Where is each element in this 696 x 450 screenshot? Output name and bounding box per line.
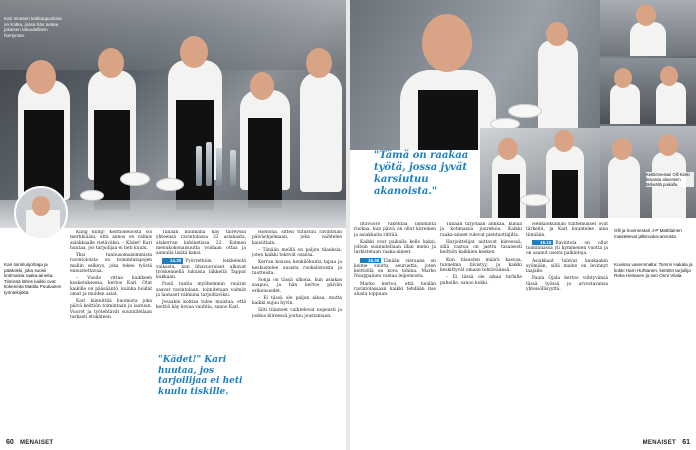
caption-top-left: Kari Innasen kotikaupunkina on Kotka, jossa hän tuntee jokaisen taloudellisen hiertymän.: [4, 16, 62, 38]
paragraph: Kling kling! Keittiökellosta soi merkkiääni, että annos on valmis asiakkaalle vietäväksi. – Kädet! Kari huutaa, jos tarjoilijaa ei heti kuulu.: [70, 230, 152, 251]
article-column-3: [252, 230, 342, 426]
paragraph: Iltavuoro rakentaa lämmintä ruokaa, kun päivä on ollut kiireinen ja asiakkaita riittää.: [354, 222, 436, 238]
paragraph: Jossakin kohtaa tulee muistaa, että keittiö käy kovaa vauhtia, sanoo Kari.: [156, 300, 246, 311]
paragraph: Tänään kuumalla käy taireyssa yhteensä ravintolassa 22 asiakasta, alakerran kabinetissa 22. Kolmen menukokonaisuutta voidaan ottaa ja aamulla lisätä kaksi.: [156, 230, 246, 256]
paragraph: [526, 240, 608, 257]
paragraph: Tänään tarjotaan ankkaa, kuhaa ja kotimaisia juureksia. Kaikki raaka-aineet tulevat pientuottajilta.: [440, 222, 522, 238]
time-subhead: 16.15: [532, 240, 553, 245]
paragraph: Asiakkaat tulevat kaukaakin syömään, sillä maine on levinnyt laajalle.: [526, 258, 608, 274]
kitchen-photo-middle: [480, 128, 600, 218]
paragraph: Harjoittelijat auttavat kiireessä, sillä vastuu on jaettu tasaisesti keittiön kaikkien kesken.: [440, 239, 522, 256]
paragraph: Henkilökunnan tuntemukset ovat tärkeitä, ja Kari kuuntelee aina tiimiään.: [526, 222, 608, 238]
paragraph-text: Tänään vieraana on kolme suurta seuruetta, joten keittiöllä on kova tohina. Marko Nuoppainen vastaa leipomosta.: [354, 258, 436, 280]
paragraph: [156, 258, 246, 280]
caption-bottom-left: Kari toimitusjohtaja ja pääkokki, joka suosii kotimaisia raaka-aineita. Tiimissä lähes kaikki ovat kokeneita Mattila Poutiainen työntekijöitä.: [4, 262, 62, 295]
paragraph: Yksi tunnusomaisimmista ravintoloista on toimintatapojen mallin selkeys, joka tekee työstä ennustettavaa.: [70, 253, 152, 274]
right-page: [350, 0, 696, 450]
paragraph-text: Pyörrethöin leikkeleitä valkasta, kun lihavuoraiset alkavat työskennellä lukuisia liikkeitä Tapput kukkaan.: [156, 259, 246, 280]
paragraph: Kerran kuussa henkilökunta tapaa ja keskustelee uusista ruokalistoista ja tuotteista.: [252, 260, 342, 276]
paragraph: – Vuodo vittaa kaikkeen kosketuksessa, kertoo Kari. Otat kaikille on pääsääntö, kuinka hoidat omat ja muiden asiat.: [70, 276, 152, 297]
article-column-1: [70, 230, 152, 426]
page-number: 60: [6, 439, 14, 446]
paragraph: Sonja on tässä ulkona, kun asiakas saapuu, ja hän kertoo päivän erikoisuudet.: [252, 278, 342, 294]
paragraph: – Ei tässä ole paljon aikaa, mutta kaikki sujuu hyvin.: [252, 295, 342, 306]
caption-right-mid: Olli ja hovimestari J-P Mattilainen maistelevat jälkiruoka-annosta.: [614, 228, 682, 239]
page-number: 61: [682, 439, 690, 446]
paragraph: Hienona, sitten tutustuu ravintolan päiväohjelmaan, joka vaihtelee kausittain.: [252, 230, 342, 246]
article-column-2: [440, 222, 522, 426]
magazine-logo: MENAISET: [20, 440, 54, 446]
paragraph: – Tänään meillä on paljon tilauksia, joten kaikki tekevät osansa.: [252, 247, 342, 258]
paragraph: Kun tilausten määrä kasvaa, tunnelma tiivistyy, ja kaikki keskittyvät omaan tehtäväänsä.: [440, 257, 522, 273]
paragraph: Kaikki ovat paikalla kello kaksi, jolloin suunnitellaan illan menu ja tarkistetaan raaka-aineet.: [354, 239, 436, 256]
caption-right-bottom: Kuvissa vasemmalta: Tommi Hakala ja kokki Harri Huhtanen, keittiön tarjoilija Reka Hietanen ja sen Onni Viiala.: [614, 262, 693, 279]
paragraph: Kari kiinnittää huomiota joka päivä keittiön toimintaan ja laatuun. Vuorot ja työtehtävät suunnitellaan tarkasti etukäteen.: [70, 299, 152, 320]
paragraph: Marko kertoo, että heidän ravintolassaan kaikki tehdään itse alusta loppuun.: [354, 281, 436, 297]
paragraph: [354, 258, 436, 280]
time-subhead: 15.30: [360, 258, 381, 263]
chef-portrait-circle: [14, 186, 68, 240]
time-subhead: 14.30: [162, 258, 183, 263]
paragraph: – Ei tässä ole aikaa turhille puheille, sanoo kokki.: [440, 275, 522, 286]
paragraph: Silti tilanteet vaihtelevat nopeasti ja joskus kiireessä joutuu joustamaan.: [252, 308, 342, 319]
paragraph: Paula Ojala kertoo viihtyvänsä tässä työssä ja arvostavansa yhteisöllisyyttä.: [526, 276, 608, 292]
pull-quote: "Tämä on raakaa työtä, jossa jyvät karsiutuu akanoista.": [374, 150, 469, 197]
article-column-1: [354, 222, 436, 426]
caption-right-top: Keittiömestari Olli Kiiski kuvassa alaveteen tärkeällä paikalla.: [646, 172, 694, 187]
magazine-logo: MENAISET: [642, 440, 676, 446]
chef-photo-mid-right: [600, 58, 696, 124]
left-page: [0, 0, 346, 450]
pull-quote: "Kädet!" Kari huutaa, jos tarjoilijaa ei heti kuulu tiskille.: [158, 355, 243, 397]
paragraph-text: Ravintola on ollut toiminnassa yli kymmenen vuotta ja on saanut useita palkintoja.: [526, 240, 608, 257]
paragraph: Puoli tuntia myöhemmin ruuirat saavat ravintolaan, toimitetaan valmiit ja lautaset valmiina tarjoiltaviksi.: [156, 282, 246, 298]
article-column-3: [526, 222, 608, 426]
article-column-2: [156, 230, 246, 350]
chef-photo-top-right: [600, 0, 696, 56]
